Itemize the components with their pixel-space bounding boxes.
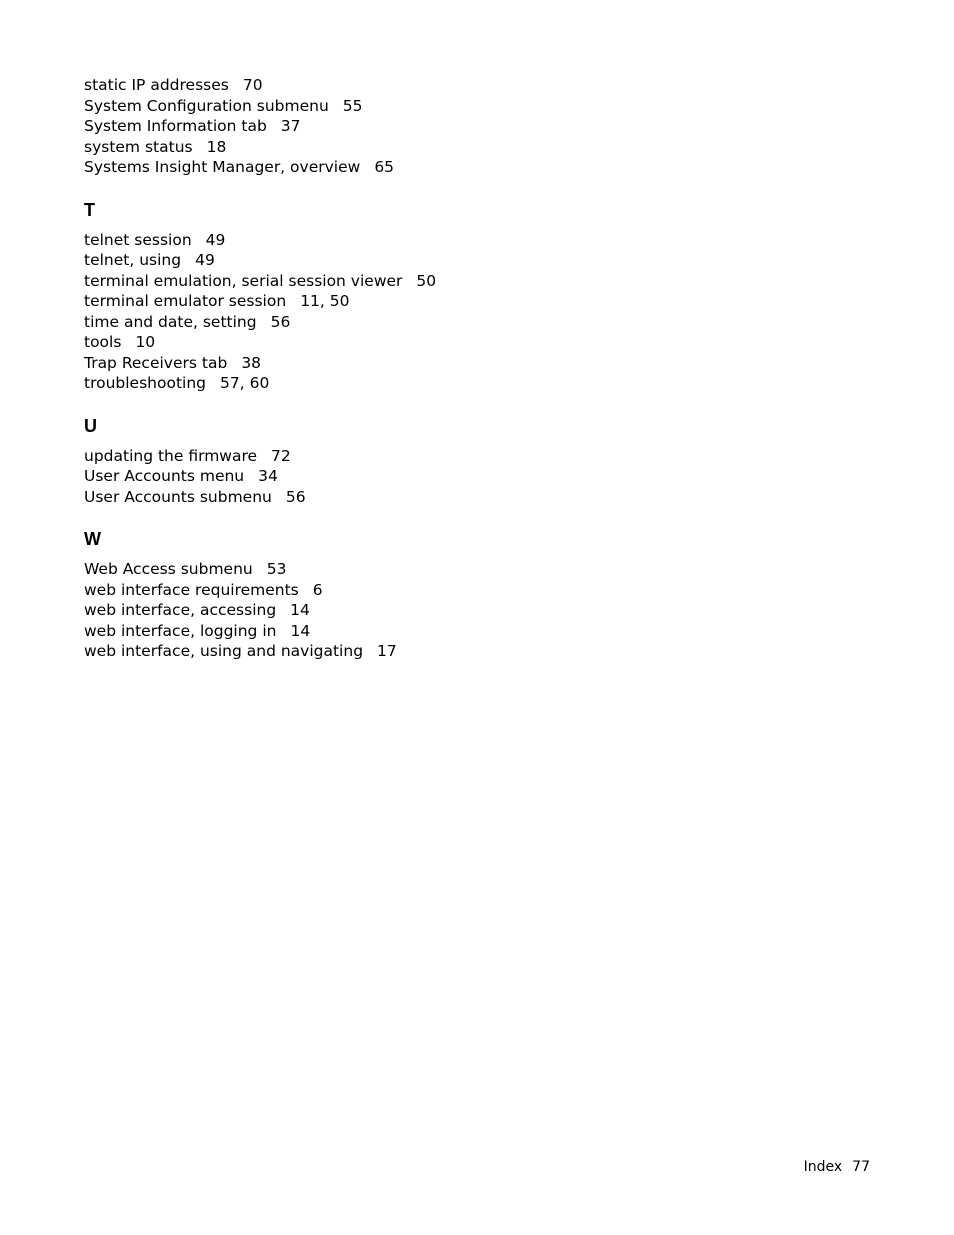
index-pages: 11, 50: [300, 292, 350, 310]
index-section-w: [84, 528, 784, 662]
index-pages: 18: [206, 137, 227, 156]
index-section-u: [84, 415, 784, 508]
index-entry: [84, 641, 784, 662]
index-section-s: [84, 75, 784, 178]
index-entry: [84, 271, 784, 292]
index-term: Web Access submenu: [84, 560, 253, 578]
index-term: time and date, setting: [84, 312, 257, 331]
index-entry: [84, 466, 784, 487]
index-entry: [84, 353, 784, 374]
index-term: terminal emulator session: [84, 292, 287, 310]
index-entry: [84, 446, 784, 467]
index-entry: [84, 230, 784, 251]
footer-page-number: 77: [852, 1159, 870, 1175]
index-entry: [84, 96, 784, 117]
index-term: troubleshooting: [84, 374, 207, 392]
index-term: Systems Insight Manager, overview: [84, 158, 361, 176]
index-entry: [84, 116, 784, 137]
index-term: System Configuration submenu: [84, 96, 329, 115]
index-term: terminal emulation, serial session viewer: [84, 271, 403, 290]
index-entry: [84, 600, 784, 621]
index-term: telnet session: [84, 230, 192, 249]
index-entry: [84, 291, 784, 312]
index-pages: 56: [285, 487, 306, 506]
footer-section-label: Index: [803, 1159, 843, 1175]
index-term: tools: [84, 333, 122, 351]
index-entry: [84, 580, 784, 601]
index-pages: 37: [280, 117, 301, 135]
index-pages: 14: [290, 621, 311, 640]
index-term: web interface requirements: [84, 580, 299, 599]
index-pages: 57, 60: [220, 374, 270, 392]
index-pages: 49: [205, 230, 226, 249]
index-pages: 56: [270, 312, 291, 331]
index-term: web interface, logging in: [84, 621, 277, 640]
letter-heading: U: [84, 415, 97, 436]
page-footer: [804, 1158, 870, 1176]
index-body: [84, 75, 784, 662]
index-entry: [84, 312, 784, 333]
index-pages: 10: [135, 333, 156, 351]
index-pages: 6: [312, 580, 323, 599]
index-term: System Information tab: [84, 117, 267, 135]
index-entry: [84, 487, 784, 508]
index-entry: [84, 250, 784, 271]
index-pages: 49: [195, 251, 215, 269]
index-pages: 53: [266, 560, 287, 578]
index-term: web interface, using and navigating: [84, 642, 364, 660]
index-term: updating the firmware: [84, 446, 258, 465]
index-entry: [84, 137, 784, 158]
index-term: User Accounts menu: [84, 467, 245, 485]
index-term: system status: [84, 137, 193, 156]
index-pages: 17: [377, 642, 397, 660]
letter-heading: T: [84, 199, 95, 220]
index-pages: 50: [416, 271, 437, 290]
index-term: web interface, accessing: [84, 601, 277, 619]
index-term: telnet, using: [84, 251, 182, 269]
index-pages: 72: [271, 446, 291, 465]
index-pages: 34: [258, 467, 278, 485]
index-entry: [84, 559, 784, 580]
index-pages: 38: [241, 353, 262, 372]
index-entry: [84, 75, 784, 96]
index-pages: 14: [290, 601, 310, 619]
index-term: User Accounts submenu: [84, 487, 272, 506]
index-pages: 70: [242, 76, 263, 94]
index-pages: 55: [342, 96, 363, 115]
index-entry: [84, 157, 784, 178]
index-section-t: [84, 199, 784, 394]
index-entry: [84, 332, 784, 353]
index-pages: 65: [374, 158, 395, 176]
index-entry: [84, 373, 784, 394]
index-term: static IP addresses: [84, 76, 229, 94]
index-entry: [84, 621, 784, 642]
index-term: Trap Receivers tab: [84, 353, 228, 372]
letter-heading: W: [84, 529, 101, 549]
